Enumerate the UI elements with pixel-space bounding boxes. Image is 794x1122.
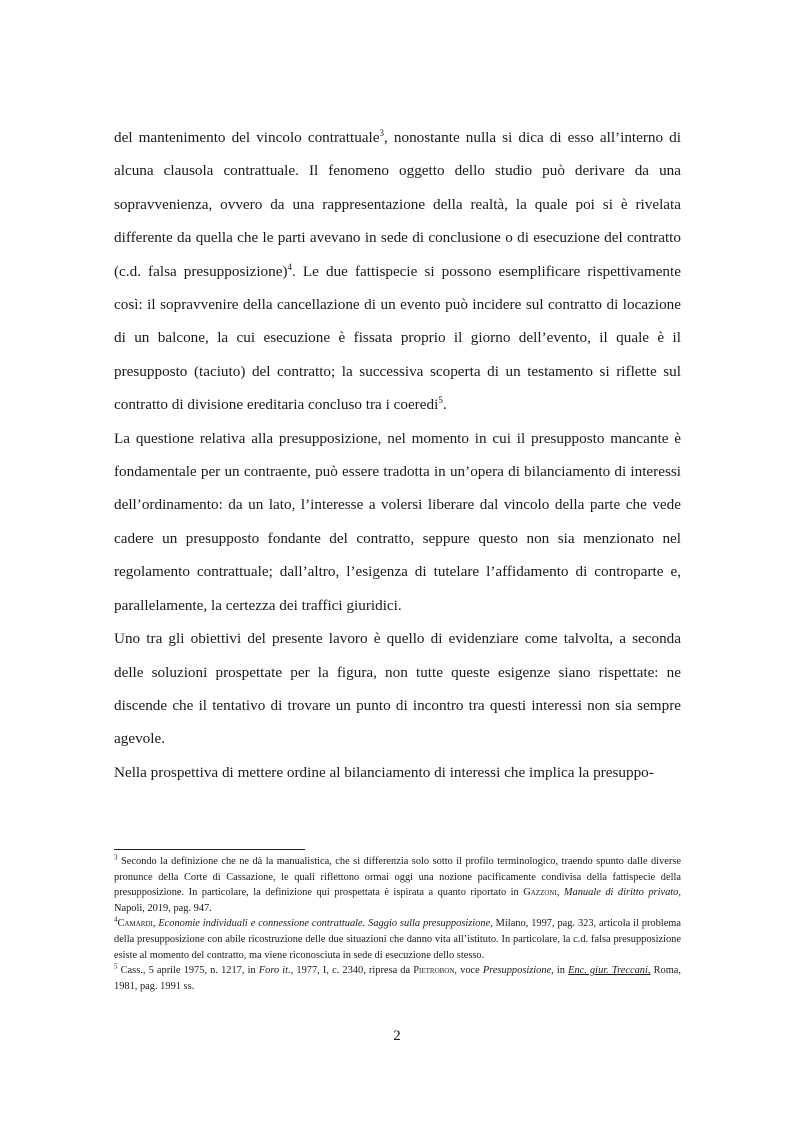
paragraph-2: La questione relativa alla presupposizione, nel momento in cui il presupposto mancante è fondamentale per un contraente, può essere tradotta in un’opera di bilanciamento di interessi dell’ordinamento: da un lato, l’interesse a volersi liberare dal vincolo della parte che vede cadere un presupposto fondante del contratto, seppure questo non sia menzionato nel regolamento contrattuale; dall’altro, l’esigenza di tutelare l’affidamento di controparte e, parallelamente, la certezza dei traffici giuridici. — [114, 429, 681, 614]
footnote-3-citation: , Napoli, 2019, pag. 947. — [114, 887, 681, 914]
footnotes — [114, 854, 681, 994]
footnote-4 — [114, 916, 681, 963]
footnote-5-number: 5 — [114, 962, 118, 971]
footnote-3-title: Manuale di diritto privato — [563, 887, 679, 899]
footnote-5-text-2: 1977, I, c. 2340, ripresa da — [293, 965, 414, 977]
footnote-3-author: Gazzoni — [523, 887, 557, 899]
footnote-4-title: Economie individuali e connessione contrattuale. Saggio sulla presupposizione — [158, 918, 491, 930]
footnote-4-separator: , — [152, 918, 159, 930]
page-number: 2 — [393, 1028, 401, 1044]
paragraph-1 — [114, 121, 681, 422]
footnote-5-text-1: Cass., 5 aprile 1975, n. 1217, in — [117, 965, 259, 977]
paragraph-1-part-1: del mantenimento del vincolo contrattuale — [114, 129, 380, 146]
footnote-5-text-4: in — [553, 965, 569, 977]
footnote-3-separator: , — [556, 887, 564, 899]
paragraph-1-part-2: , nonostante nulla si dica di esso all’interno di alcuna clausola contrattuale. Il fenomeno oggetto dello studio può derivare da una sopravvenienza, ovvero da una rappresentazione della realtà, la quale poi si è rivelata differente da quella che le parti avevano in sede di conclusione o di esecuzione del contratto (c.d. falsa presupposizione) — [114, 129, 681, 280]
footnote-5-encyclopedia: Enc. giur. Treccani, — [568, 965, 651, 977]
footnote-ref-4[interactable]: 4 — [287, 261, 293, 272]
paragraph-1-part-3: . Le due fattispecie si possono esemplificare rispettivamente così: il sopravvenire della cancellazione di un evento può incidere sul contratto di locazione di un balcone, la cui esecuzione è fissata proprio il giorno dell’evento, il quale è il presupposto (taciuto) del contratto; la successiva scoperta di un testamento si riflette sul contratto di divisione ereditaria concluso tra i coeredi — [114, 262, 681, 414]
footnote-ref-5[interactable]: 5 — [438, 395, 443, 406]
paragraph-1-part-4: . — [442, 396, 447, 414]
main-text — [114, 121, 681, 789]
footnote-separator — [114, 849, 305, 850]
footnote-3-number: 3 — [114, 853, 118, 862]
footnote-5 — [114, 963, 681, 994]
footnote-4-text: , Milano, 1997, pag. 323, articola il problema della presupposizione con abile ricostruzione delle due situazioni che danno vita all’istituto. In particolare, la c.d. falsa presupposizione esiste al momento del contratto, ma viene riconosciuta in sede di esecuzione dello stesso. — [114, 918, 681, 961]
footnote-5-journal: Foro it., — [258, 965, 294, 977]
footnote-ref-3[interactable]: 3 — [379, 127, 385, 138]
footnote-4-number: 4 — [114, 915, 118, 924]
footnote-4-author: Camardi — [117, 918, 153, 930]
footnote-5-text-5: Roma, 1981, pag. 1991 ss. — [114, 965, 681, 992]
footnote-3-text: Secondo la definizione che ne dà la manualistica, che si differenzia solo sotto il profilo terminologico, traendo spunto dalle diverse pronunce della Corte di Cassazione, le quali riflettono ormai oggi una nozione pacificamente condivisa della fattispecie della presupposizione. In particolare, la definizione qui prospettata è ispirata a quanto riportato in — [114, 856, 681, 899]
footnote-3 — [114, 854, 681, 916]
footnote-5-text-3: , voce — [454, 965, 483, 977]
footnote-5-author: Pietrobon — [413, 965, 455, 977]
paragraph-3: Uno tra gli obiettivi del presente lavoro è quello di evidenziare come talvolta, a seconda delle soluzioni prospettate per la figura, non tutte queste esigenze siano rispettate: ne discende che il tentativo di trovare un punto di incontro tra questi interessi non sia sempre agevole. — [114, 630, 681, 748]
footnote-5-title: Presupposizione, — [482, 965, 554, 977]
paragraph-4: Nella prospettiva di mettere ordine al bilanciamento di interessi che implica la presuppo- — [114, 763, 654, 781]
